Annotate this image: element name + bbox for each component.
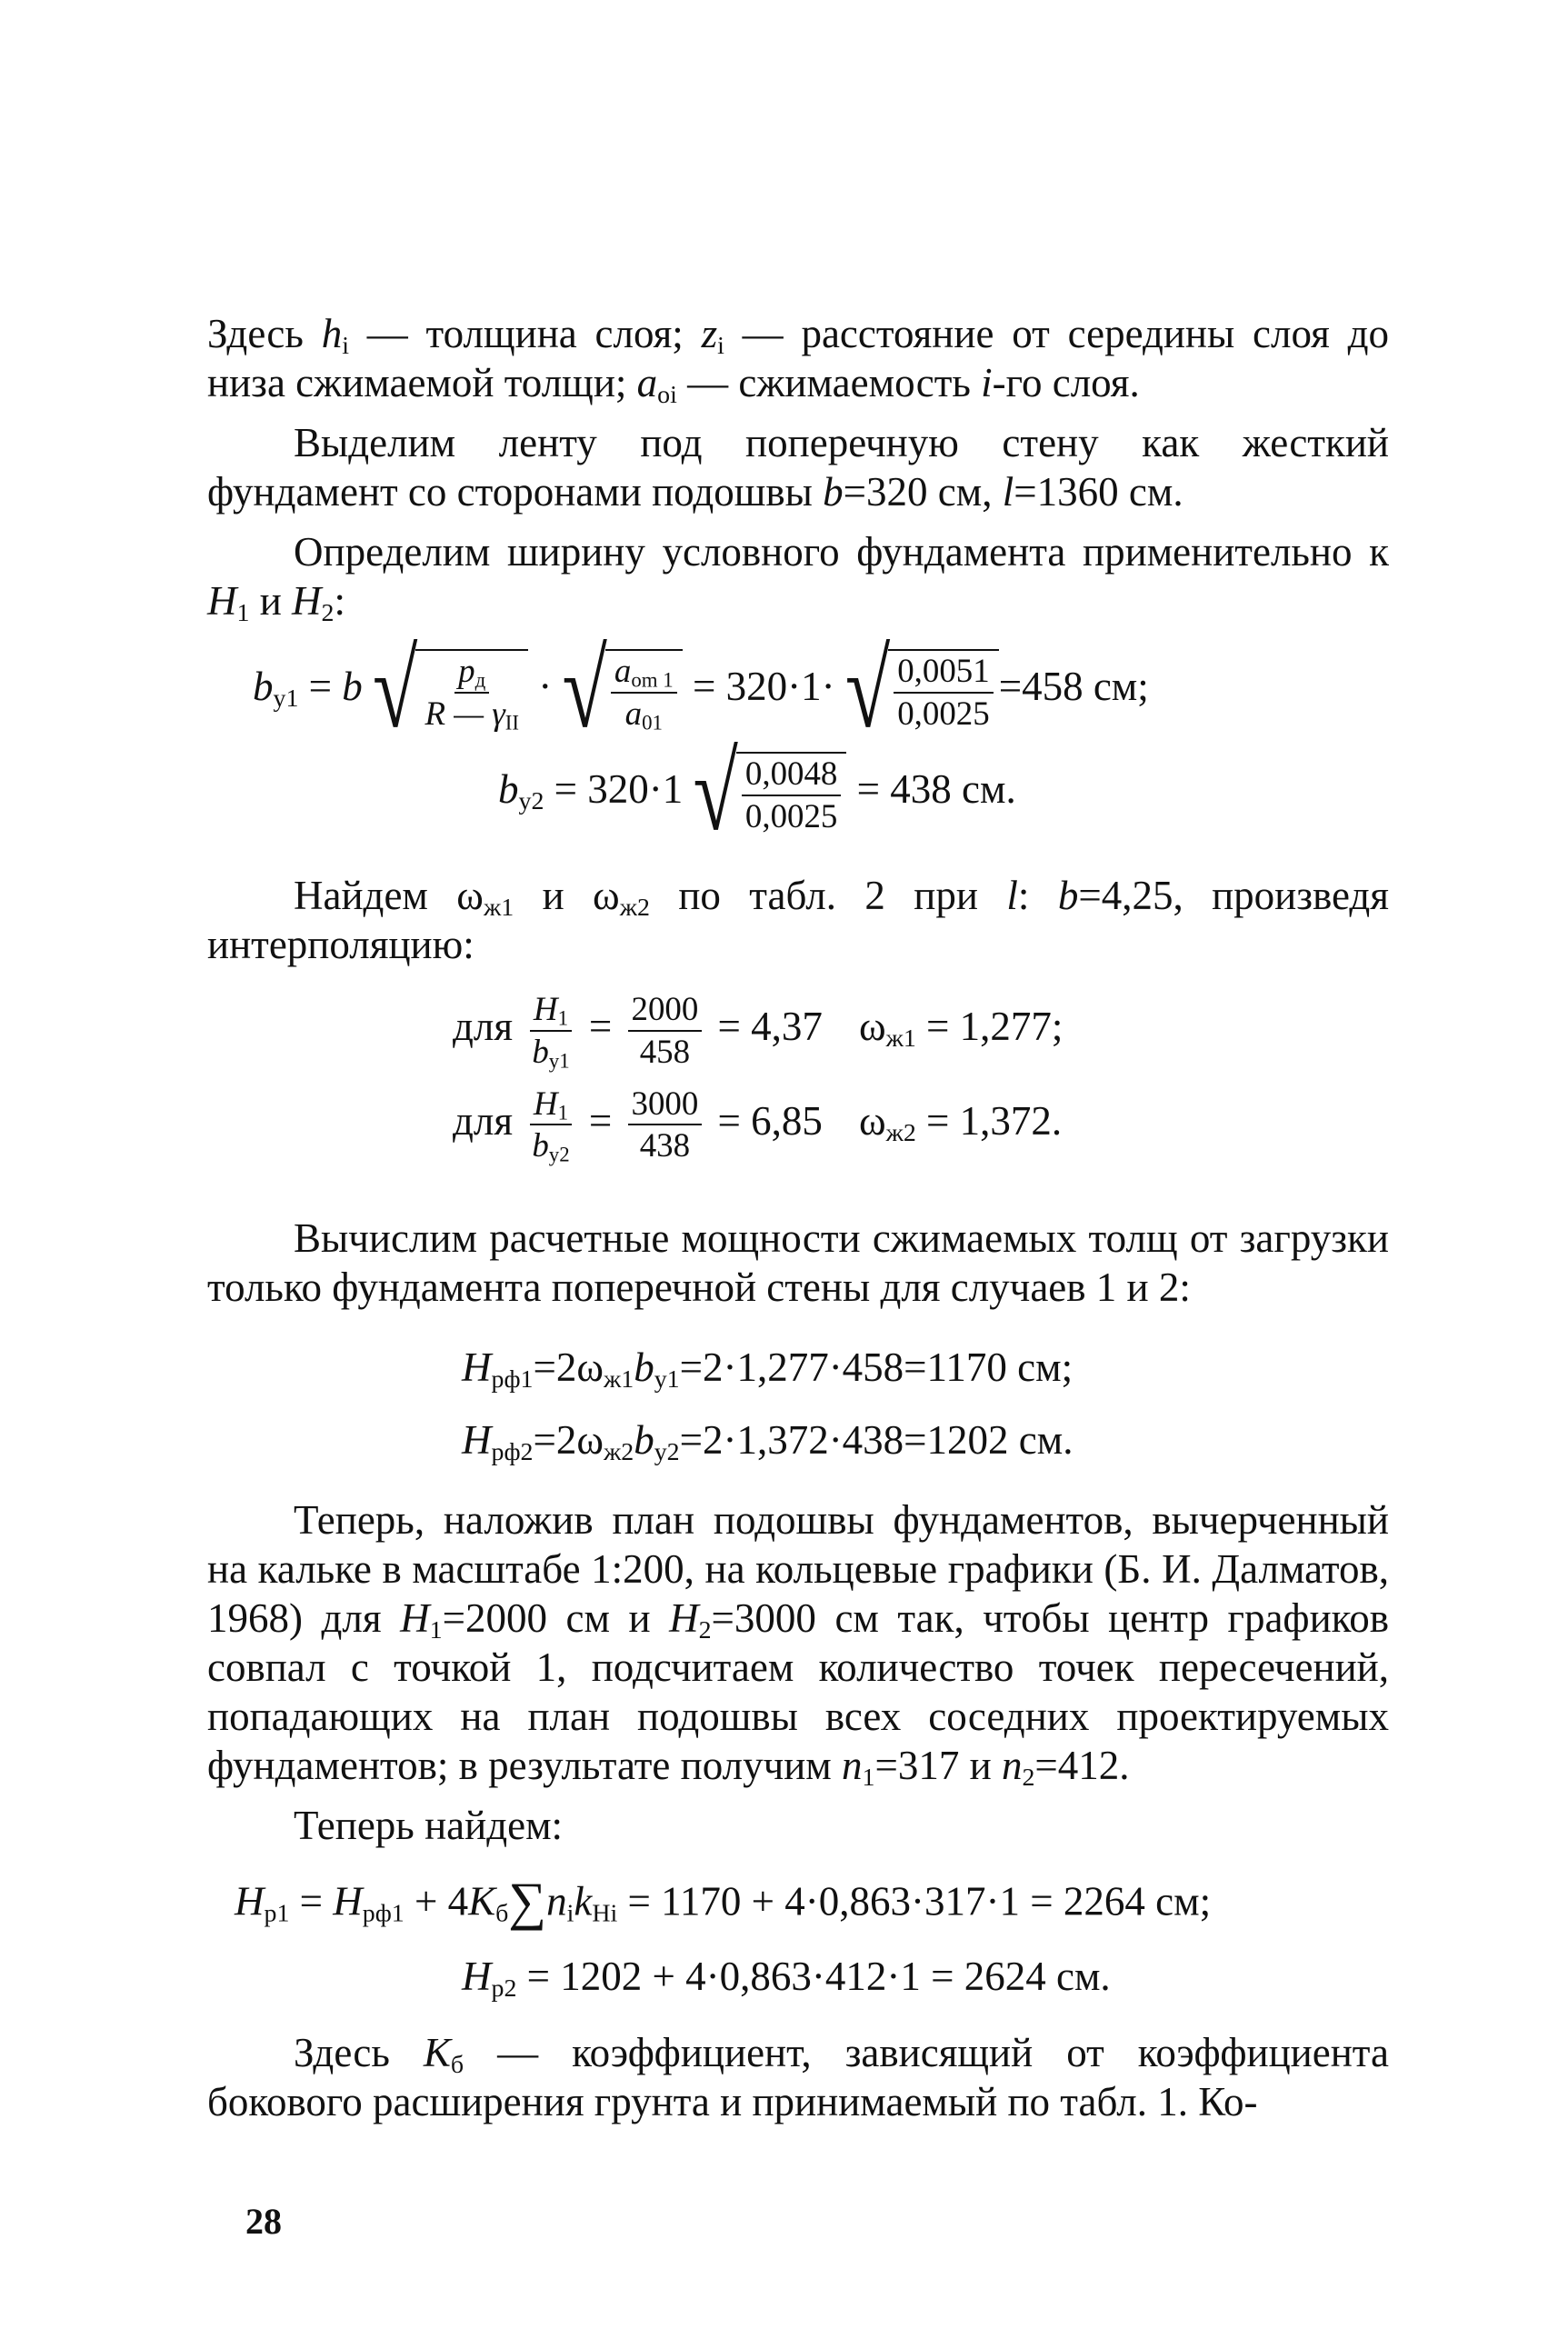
subscript: om 1 <box>631 668 674 692</box>
paragraph-2 <box>207 418 1389 516</box>
equation-hrf1 <box>462 1343 1568 1392</box>
text: Найдем ω <box>294 873 484 919</box>
omega: ω <box>858 1097 886 1144</box>
text: =2·1,372·438=1202 см. <box>679 1416 1074 1463</box>
subscript: Hi <box>592 1899 618 1928</box>
var-b: b <box>532 1032 549 1070</box>
var-b: b <box>823 469 844 515</box>
text: : <box>334 578 346 624</box>
equation-by1 <box>253 629 1434 751</box>
var-n: n <box>546 1878 567 1924</box>
subscript: ж1 <box>885 1025 916 1054</box>
numerator: 0,0051 <box>894 653 993 694</box>
subscript: i <box>566 1899 574 1928</box>
subscript: б <box>450 2050 464 2079</box>
omega: ω <box>858 1004 886 1050</box>
subscript: 1 <box>557 1101 569 1125</box>
subscript: i <box>717 331 724 360</box>
text: — коэффициент, зависящий от коэффициента бокового расширения грунта и принимаемый по табл. 1. Ко- <box>207 2029 1389 2124</box>
var-b: b <box>634 1344 654 1390</box>
subscript: y1 <box>273 684 299 713</box>
dot: · <box>528 663 563 709</box>
subscript: рф1 <box>362 1899 404 1928</box>
equation-hp1 <box>235 1870 1416 1934</box>
result: = 438 см. <box>846 766 1016 813</box>
text: =2·1,277·458=1170 см; <box>679 1344 1074 1390</box>
subscript: y1 <box>654 1364 680 1394</box>
subscript: y1 <box>548 1049 570 1073</box>
subscript: 2 <box>698 1615 712 1644</box>
radical-sign: √ <box>562 629 607 751</box>
var-l: l <box>1006 873 1018 919</box>
text: -го слоя. <box>992 360 1140 405</box>
var-K: K <box>468 1878 496 1924</box>
text: по табл. 2 при <box>649 873 1007 919</box>
var-z: z <box>701 311 718 356</box>
var-H: H <box>400 1594 430 1641</box>
paragraph-8 <box>207 2028 1389 2126</box>
equals: = <box>298 663 343 709</box>
subscript: 01 <box>642 711 663 735</box>
sqrt-2 <box>562 629 683 751</box>
var-R: R — γ <box>424 694 505 732</box>
result: = 6,85 <box>707 1097 823 1144</box>
radical-sign: √ <box>844 629 891 751</box>
equation-by2 <box>498 732 1568 854</box>
fraction <box>628 1085 703 1164</box>
sum-symbol: ∑ <box>508 1871 547 1931</box>
result: =458 см; <box>998 663 1149 709</box>
text: Теперь, наложив план подошвы фундаментов, вычерченный на кальке в масштабе 1:200, на кольцевые графики (Б. И. Далматов, 1968) для <box>207 1496 1389 1641</box>
var-b: b <box>634 1416 654 1463</box>
fraction <box>894 653 993 732</box>
equation-interp-1 <box>453 990 1568 1073</box>
omega-value: = 1,277; <box>915 1004 1064 1050</box>
text: = <box>289 1878 334 1924</box>
subscript: y2 <box>548 1143 570 1166</box>
var-h: h <box>321 311 343 356</box>
denominator: 0,0025 <box>897 694 990 732</box>
var-H: H <box>462 1416 492 1463</box>
text: + 4 <box>404 1878 469 1924</box>
numerator: 3000 <box>628 1085 703 1126</box>
subscript: p2 <box>491 1974 517 2003</box>
subscript: рф1 <box>491 1364 534 1394</box>
page-number: 28 <box>245 2201 282 2242</box>
fraction <box>421 652 523 735</box>
text: =320 см, <box>843 469 1003 515</box>
text: Здесь <box>294 2029 424 2075</box>
fraction <box>742 755 841 835</box>
text: Выделим ленту под поперечную стену как жесткий фундамент со сторонами подошвы <box>207 420 1389 515</box>
var-l: l <box>1002 469 1014 515</box>
equation-hrf2 <box>462 1415 1568 1464</box>
result: = 4,37 <box>707 1004 823 1050</box>
radical-sign: √ <box>693 732 738 854</box>
var-b: b <box>1057 873 1079 919</box>
sqrt-1 <box>373 629 528 751</box>
subscript: ж2 <box>885 1118 916 1147</box>
numerator: 2000 <box>628 991 703 1032</box>
text: =2ω <box>533 1416 604 1463</box>
numerator: 0,0048 <box>742 755 841 796</box>
subscript: i <box>342 331 349 360</box>
middle: = 320·1 <box>544 766 694 813</box>
denominator: 0,0025 <box>744 796 838 835</box>
text: =412. <box>1034 1742 1130 1788</box>
equals: = <box>578 1004 623 1050</box>
var-n: n <box>842 1742 863 1788</box>
subscript: II <box>504 711 519 735</box>
var-H: H <box>533 1084 558 1122</box>
text: =1360 см. <box>1014 469 1183 515</box>
text: — сжимаемость <box>676 360 982 405</box>
subscript: б <box>495 1899 509 1928</box>
var-i: i <box>981 360 993 405</box>
subscript: ж1 <box>483 894 514 923</box>
paragraph-6 <box>207 1495 1389 1790</box>
denominator: 458 <box>639 1032 691 1070</box>
var-H: H <box>669 1594 699 1641</box>
page-body <box>207 309 1389 2126</box>
text: =2000 см и <box>442 1594 670 1641</box>
subscript: 1 <box>236 598 250 627</box>
text: =4,25, произведя интерполяцию: <box>207 873 1389 968</box>
var-b: b <box>498 766 519 813</box>
text: — расстояние от середины слоя до низа сжимаемой толщи; <box>207 311 1389 405</box>
var-H: H <box>235 1878 265 1924</box>
subscript: p1 <box>264 1899 290 1928</box>
subscript: рф2 <box>491 1437 534 1466</box>
var-H: H <box>292 578 322 624</box>
text: =317 и <box>874 1742 1002 1788</box>
fraction <box>628 991 703 1070</box>
var-b: b <box>342 663 363 709</box>
omega-value: = 1,372. <box>915 1097 1063 1144</box>
subscript: 1 <box>429 1615 443 1644</box>
paragraph-4 <box>207 871 1389 969</box>
sqrt-3 <box>844 629 999 751</box>
subscript: ж2 <box>603 1437 634 1466</box>
text: Определим ширину условного фундамента применительно к <box>294 529 1389 575</box>
sqrt <box>693 732 847 854</box>
denominator: 438 <box>639 1126 691 1164</box>
subscript: 2 <box>1022 1763 1035 1792</box>
label-dlya: для <box>453 1097 514 1144</box>
subscript: ж1 <box>603 1364 634 1394</box>
var-a: a <box>614 652 632 689</box>
subscript: ж2 <box>619 894 650 923</box>
text: Здесь <box>207 311 322 356</box>
var-a: a <box>636 360 658 405</box>
subscript: 1 <box>862 1763 875 1792</box>
subscript: y2 <box>654 1437 680 1466</box>
var-H: H <box>533 990 558 1028</box>
var-K: K <box>423 2029 451 2075</box>
fraction <box>528 1085 573 1164</box>
text: =2ω <box>533 1344 604 1390</box>
subscript: 2 <box>321 598 335 627</box>
var-b: b <box>532 1126 549 1164</box>
subscript: 1 <box>557 1007 569 1031</box>
var-b: b <box>253 663 274 709</box>
label-dlya: для <box>453 1004 514 1050</box>
equals: = <box>578 1097 623 1144</box>
middle: = 320·1· <box>682 663 845 709</box>
fraction <box>528 990 573 1073</box>
var-n: n <box>1001 1742 1023 1788</box>
subscript: oi <box>657 380 677 409</box>
equation-hp2 <box>462 1952 1568 2001</box>
var-p: p <box>458 652 475 689</box>
subscript: y2 <box>518 787 544 816</box>
var-k: k <box>574 1878 593 1924</box>
text: = 1202 + 4·0,863·412·1 = 2624 см. <box>516 1953 1111 1999</box>
var-H: H <box>462 1953 492 1999</box>
fraction <box>611 652 677 735</box>
text: : <box>1017 873 1058 919</box>
paragraph-3 <box>207 527 1389 625</box>
var-H: H <box>207 578 237 624</box>
paragraph-1 <box>207 309 1389 407</box>
text: =3000 см так, чтобы центр графиков совпал с точкой 1, подсчитаем количество точек пересечений, попадающих на план подошвы всех соседних проектируемых фундаментов; в результате получим <box>207 1594 1389 1788</box>
text: — толщина слоя; <box>348 311 702 356</box>
radical-sign: √ <box>373 629 418 751</box>
text: и <box>249 578 293 624</box>
paragraph-5: Вычислим расчетные мощности сжимаемых толщ от загрузки только фундамента поперечной стены для случаев 1 и 2: <box>207 1214 1389 1310</box>
equation-interp-2 <box>453 1085 1568 1164</box>
paragraph-7: Теперь найдем: <box>294 1802 564 1848</box>
text: и ω <box>514 873 620 919</box>
var-a: a <box>624 694 643 732</box>
subscript: д <box>474 668 486 692</box>
text: = 1170 + 4·0,863·317·1 = 2264 см; <box>617 1878 1212 1924</box>
var-H: H <box>462 1344 492 1390</box>
var-H: H <box>333 1878 363 1924</box>
